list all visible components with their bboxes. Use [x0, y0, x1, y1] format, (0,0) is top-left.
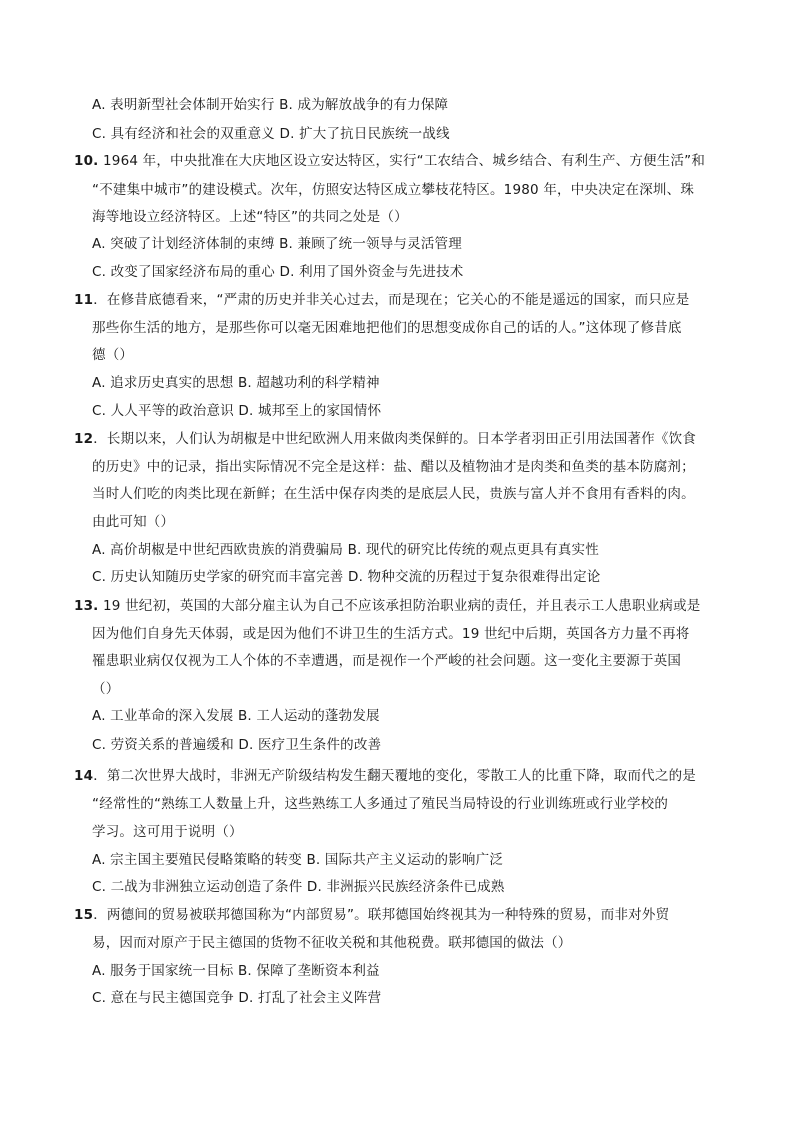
q12-stem-line2: 的历史》中的记录，指出实际情况不完全是这样：盐、醋以及植物油才是肉类和鱼类的基本防腐剂； — [92, 459, 695, 475]
q14-options-cd: C. 二战为非洲独立运动创造了条件 D. 非洲振兴民族经济条件已成熟 — [92, 879, 505, 895]
q15-number: 15 — [74, 907, 94, 923]
q12-stem-line4: 由此可知（） — [92, 514, 175, 530]
q12-stem-line1 — [74, 429, 696, 449]
q14-text: ．第二次世界大战时，非洲无产阶级结构发生翻天覆地的变化，零散工人的比重下降，取而代之的是 — [93, 768, 696, 784]
q12-options-cd: C. 历史认知随历史学家的研究而丰富完善 D. 物种交流的历程过于复杂很难得出定论 — [92, 569, 601, 585]
q15-options-ab: A. 服务于国家统一目标 B. 保障了垄断资本利益 — [92, 963, 380, 979]
q13-stem-line1 — [74, 596, 700, 616]
q10-stem-line1 — [74, 151, 705, 171]
q9-options-ab: A. 表明新型社会体制开始实行 B. 成为解放战争的有力保障 — [92, 97, 449, 113]
q11-text: ．在修昔底德看来，“严肃的历史并非关心过去，而是现在；它关心的不能是遥远的国家，而只应是 — [93, 292, 690, 308]
q14-stem-line2: “经常性的“熟练工人数量上升，这些熟练工人多通过了殖民当局特设的行业训练班或行业学校的 — [92, 796, 669, 812]
q13-stem-line3: 罹患职业病仅仅视为工人个体的不幸遭遇，而是视作一个严峻的社会问题。这一变化主要源于英国 — [92, 653, 682, 669]
q13-stem-line4: （） — [92, 681, 120, 697]
q10-stem-line3: 海等地设立经济特区。上述“特区”的共同之处是（） — [92, 209, 408, 225]
q13-stem-line2: 因为他们自身先天体弱，或是因为他们不讲卫生的生活方式。19 世纪中后期，英国各方力量不再将 — [92, 626, 690, 642]
q10-text: 1964 年，中央批准在大庆地区设立安达特区，实行“工农结合、城乡结合、有利生产、方便生活”和 — [98, 153, 706, 169]
q11-stem-line1 — [74, 290, 689, 310]
q14-stem-line3: 学习。这可用于说明（） — [92, 824, 243, 840]
q15-text: ．两德间的贸易被联邦德国称为“内部贸易”。联邦德国始终视其为一种特殊的贸易，而非对外贸 — [93, 907, 670, 923]
q14-stem-line1 — [74, 766, 696, 786]
q10-stem-line2: “不建集中城市”的建设模式。次年，仿照安达特区成立攀枝花特区。1980 年，中央决定在深圳、珠 — [92, 182, 695, 198]
q12-stem-line3: 当时人们吃的肉类比现在新鲜；在生活中保存肉类的是底层人民，贵族与富人并不食用有香料的肉。 — [92, 486, 695, 502]
q13-text: 19 世纪初，英国的大部分雇主认为自己不应该承担防治职业病的责任，并且表示工人患职业病或是 — [98, 598, 701, 614]
q14-number: 14 — [74, 768, 94, 784]
q11-stem-line2: 那些你生活的地方，是那些你可以毫无困难地把他们的思想变成你自己的话的人。”这体现了修昔底 — [92, 320, 682, 336]
q11-options-ab: A. 追求历史真实的思想 B. 超越功利的科学精神 — [92, 375, 380, 391]
q13-options-ab: A. 工业革命的深入发展 B. 工人运动的蓬勃发展 — [92, 708, 380, 724]
q9-options-cd: C. 具有经济和社会的双重意义 D. 扩大了抗日民族统一战线 — [92, 126, 450, 142]
q15-options-cd: C. 意在与民主德国竞争 D. 打乱了社会主义阵营 — [92, 990, 382, 1006]
q13-options-cd: C. 劳资关系的普遍缓和 D. 医疗卫生条件的改善 — [92, 737, 382, 753]
q12-options-ab: A. 高价胡椒是中世纪西欧贵族的消费骗局 B. 现代的研究比传统的观点更具有真实性 — [92, 542, 599, 558]
q11-stem-line3: 德（） — [92, 347, 134, 363]
q13-number: 13. — [74, 598, 99, 614]
q15-stem-line2: 易，因而对原产于民主德国的货物不征收关税和其他税费。联邦德国的做法（） — [92, 935, 572, 951]
q12-number: 12 — [74, 431, 94, 447]
q14-options-ab: A. 宗主国主要殖民侵略策略的转变 B. 国际共产主义运动的影响广泛 — [92, 852, 504, 868]
q10-options-ab: A. 突破了计划经济体制的束缚 B. 兼顾了统一领导与灵活管理 — [92, 236, 462, 252]
q11-options-cd: C. 人人平等的政治意识 D. 城邦至上的家国情怀 — [92, 403, 382, 419]
q10-options-cd: C. 改变了国家经济布局的重心 D. 利用了国外资金与先进技术 — [92, 264, 464, 280]
q12-text: ．长期以来，人们认为胡椒是中世纪欧洲人用来做肉类保鲜的。日本学者羽田正引用法国著作《饮食 — [93, 431, 696, 447]
q11-number: 11 — [74, 292, 94, 308]
q10-number: 10. — [74, 153, 99, 169]
q15-stem-line1 — [74, 905, 669, 925]
